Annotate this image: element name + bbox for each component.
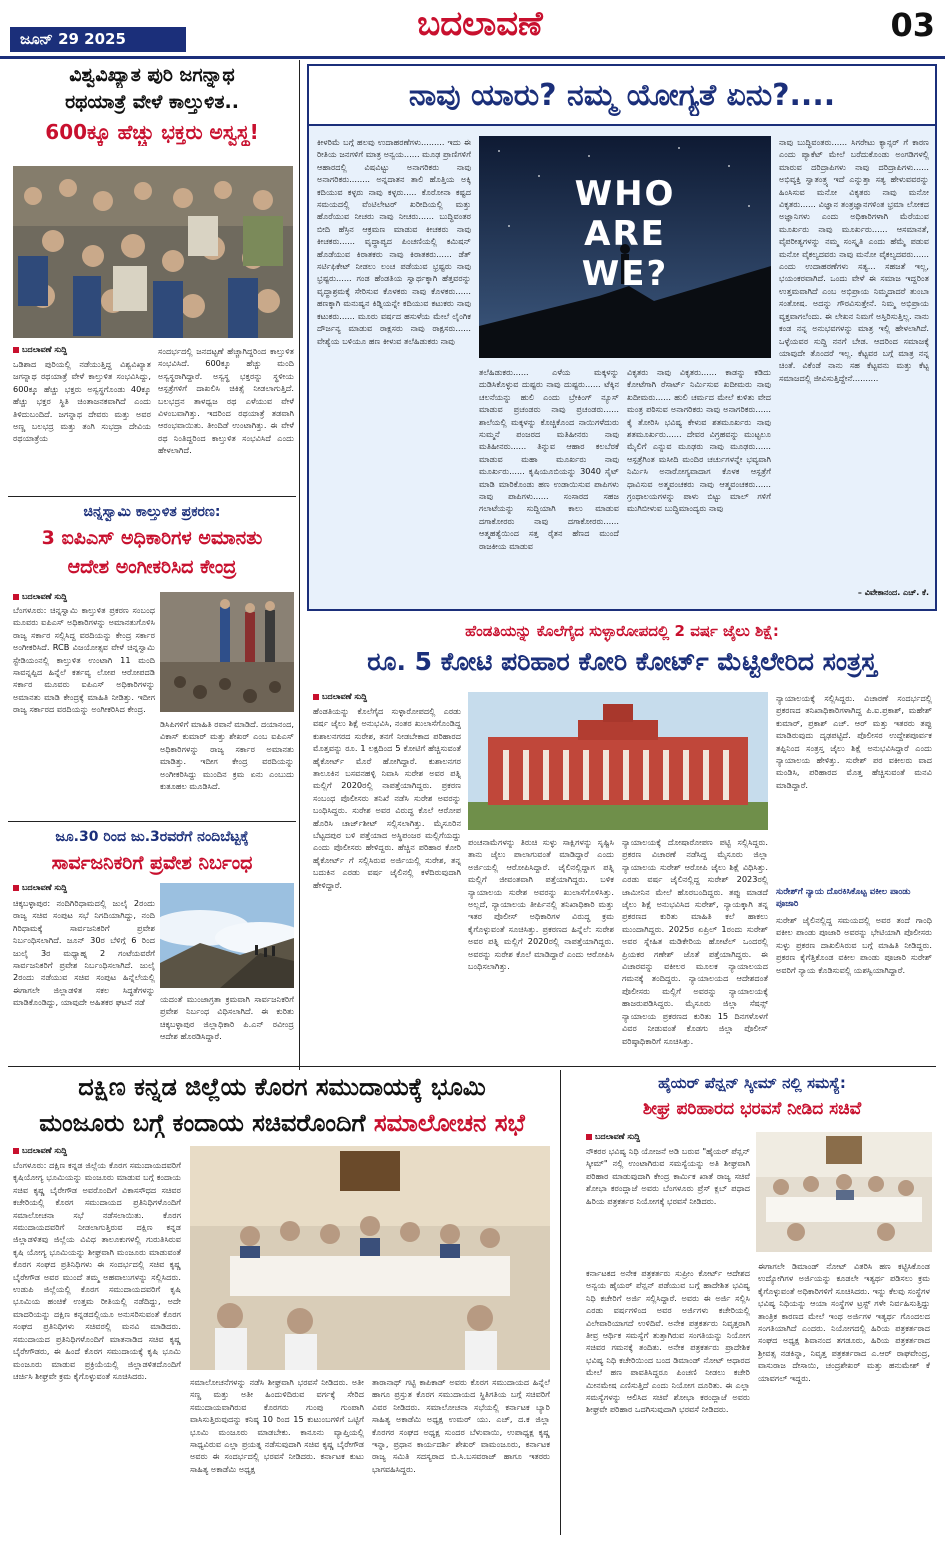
who-are-we-image (479, 136, 771, 358)
headline-line-2: ರಥಯಾತ್ರೆ ವೇಳೆ ಕಾಲ್ತುಳಿತ.. (65, 91, 239, 113)
byline: ಬದಲಾವಣೆ ಸುದ್ದಿ (586, 1132, 640, 1142)
subhead: ಸುರೇಶ್‌ಗೆ ನ್ಯಾಯ ದೊರಕಿಸಿಕೊಟ್ಟ ವಕೀಲ ಪಾಂಡು ಪೂಜಾರಿ (776, 887, 911, 909)
article-body-col-4: ನ್ಯಾಯಾಲಯಕ್ಕೆ ಸಲ್ಲಿಸಿದ್ದರು. ವಿಚಾರಣೆ ಸಂದರ್ಭದಲ್ಲಿ ಪ್ರಕರಣದ ತನಿಖಾಧಿಕಾರಿಗಳಾಗಿದ್ದ ಪಿ.ಐ.ಪ್ರಕಾಶ್, ಮಹೇಶ್ ಕುಮಾರ್, ಪ್ರಕಾಶ್ ಎಚ್. ಆರ್ ಮತ್ತು ಇತರರು ತಪ್ಪು ಮಾಡಿರುವುದು ದೃಢಪಟ್ಟಿದೆ. ಪೊಲೀಸರ ಉದ್ದೇಶಪೂರ್ವಕ ತಪ್ಪಿನಿಂದ ಸಂತ್ರಸ್ತ ಜೈಲು ಶಿಕ್ಷೆ ಅನುಭವಿಸಿದ್ದಾರೆ ಎಂದು ನ್ಯಾಯಾಲಯ ಹೇಳಿತ್ತು. ಸುರೇಶ್ ಪರ ವಕೀಲರು ವಾದ ಮಂಡಿಸಿ, ಪರಿಹಾರದ ಮೊತ್ತ ಹೆಚ್ಚಿಸುವಂತೆ ಮನವಿ ಮಾಡಿದ್ದಾರೆ. (776, 693, 932, 790)
headline-line-2: ಆದೇಶ ಅಂಗೀಕರಿಸಿದ ಕೇಂದ್ರ (67, 556, 237, 578)
issue-date: ಜೂನ್ 29 2025 (10, 27, 186, 52)
headline: ಸಾರ್ವಜನಿಕರಿಗೆ ಪ್ರವೇಶ ನಿರ್ಬಂಧ (51, 852, 253, 874)
article-body-top: ನೌಕರರ ಭವಿಷ್ಯ ನಿಧಿ ಯೋಜನೆ ಅಡಿ ಬರುವ "ಹೈಯರ್ ಪೆನ್ಷನ್ ಸ್ಕೀಮ್" ನಲ್ಲಿ ಉಂಟಾಗಿರುವ ಸಮಸ್ಯೆಯನ್ನು ಅತಿ ಶೀಘ್ರವಾಗಿ ಪರಿಹಾರ ಮಾಡುವುದಾಗಿ ಕೇಂದ್ರ ಕಾರ್ಮಿಕ ಖಾತೆ ರಾಜ್ಯ ಸಚಿವೆ ಶೋಭಾ ಕರಂದ್ಲಾಜೆ ಅವರು ಬೆಂಗಳೂರು ಪ್ರೆಸ್ ಕ್ಲಬ್ ಪಧಾದ ಹಿರಿಯ ಪತ್ರಕರ್ತರ ನಿಯೋಗಕ್ಕೆ ಭರವಸೆ ನೀಡಿದರು. (586, 1146, 750, 1206)
article-body-col-2: ಸಂದರ್ಭದಲ್ಲಿ ಜನದಟ್ಟಣೆ ಹೆಚ್ಚಾಗಿದ್ದರಿಂದ ಕಾಲ್ತುಳಿತ ಸಂಭವಿಸಿದೆ. 600ಕ್ಕೂ ಹೆಚ್ಚು ಮಂದಿ ಅಸ್ವಸ್ಥರಾಗಿದ್ದಾರೆ. ಅಸ್ವಸ್ಥ ಭಕ್ತರನ್ನು ಸ್ಥಳೀಯ ಆಸ್ಪತ್ರೆಗಳಿಗೆ ದಾಖಲಿಸಿ ಚಿಕಿತ್ಸೆ ನೀಡಲಾಗುತ್ತಿದೆ. ಬಲಭದ್ರನ ತಾಳಧ್ವಜ ರಥ ಎಳೆಯುವ ವೇಳೆ ವಿಳಂಬವಾಗಿತ್ತು. ಇದರಿಂದ ರಥಯಾತ್ರೆ ತಡವಾಗಿ ಆರಂಭವಾಯಿತು. ತೀಂದಿಡೆ ಉಂಟಾಗಿತ್ತು. ಈ ವೇಳೆ ರಥ ನಿಂತಿದ್ದರಿಂದ ಕಾಲ್ತುಳಿತ ಸಂಭವಿಸಿದೆ ಎಂದು ಹೇಳಲಾಗಿದೆ. (158, 346, 294, 456)
masthead (0, 0, 945, 58)
headline: ಶೀಘ್ರ ಪರಿಹಾರದ ಭರವಸೆ ನೀಡಿದ ಸಚಿವೆ (642, 1099, 862, 1119)
feature-header (309, 66, 935, 126)
article-body-col-4b: ಸುರೇಶ್ ಜೈಲಿನಲ್ಲಿದ್ದ ಸಮಯದಲ್ಲಿ ಅವರ ತಂದೆ ಗಾಂಧಿ ವಕೀಲ ಪಾಂಡು ಪೂಜಾರಿ ಅವರನ್ನು ಭೇಟಿಯಾಗಿ ಪೊಲೀಸರು ಸುಳ್ಳು ಪ್ರಕರಣ ದಾಖಲಿಸಿರುವ ಬಗ್ಗೆ ಮಾಹಿತಿ ನೀಡಿದ್ದರು. ಪ್ರಕರಣ ಕೈಗೆತ್ತಿಕೊಂಡ ವಕೀಲ ಪಾಂಡು ಪೂಜಾರಿ ಸುರೇಶ್ ಅವರಿಗೆ ನ್ಯಾಯ ಕೊಡಿಸುವಲ್ಲಿ ಯಶಸ್ವಿಯಾಗಿದ್ದಾರೆ. (776, 915, 932, 975)
headline-line-1: ವಿಶ್ವವಿಖ್ಯಾತ ಪುರಿ ಜಗನ್ನಾಥ (69, 64, 235, 86)
headline-line-2 (8, 1106, 556, 1140)
column-divider (299, 60, 300, 1070)
article-body-col-1: ಚಿಕ್ಕಬಳ್ಳಾಪುರ: ನಂದಿಗಿರಿಧಾಮದಲ್ಲಿ ಜುಲೈ 2ರಂದು ರಾಜ್ಯ ಸಚಿವ ಸಂಪುಟ ಸಭೆ ನಿಗದಿಯಾಗಿದ್ದು, ನಂದಿ ಗಿರಿಧಾಮಕ್ಕೆ ಸಾರ್ವಜನಿಕರಿಗೆ ಪ್ರವೇಶ ನಿರ್ಬಂಧಿಸಲಾಗಿದೆ. ಜೂನ್ 30ರ ಬೆಳಿಗ್ಗೆ 6 ರಿಂದ ಜುಲೈ 3ರ ಮಧ್ಯಾಹ್ನ 2 ಗಂಟೆಯವರೆಗೆ ಸಾರ್ವಜನಿಕರಿಗೆ ಪ್ರವೇಶ ನಿರ್ಬಂಧಿಸಲಾಗಿದೆ. ಜುಲೈ 2ರಂದು ನಡೆಯುವ ಸಚಿವ ಸಂಪುಟ ಹಿನ್ನೆಲೆಯಲ್ಲಿ ಈಗಾಗಲೇ ಜಿಲ್ಲಾಡಳಿತ ಸಕಲ ಸಿದ್ಧತೆಗಳನ್ನು ಮಾಡಿಕೊಂಡಿದ್ದು, ಯಾವುದೇ ಅಹಿತಕರ ಘಟನೆ ನಡೆ (13, 898, 155, 1008)
headline-line-2a: ಮಂಜೂರು ಬಗ್ಗೆ ಕಂದಾಯ ಸಚಿವರೊಂದಿಗೆ (39, 1109, 366, 1137)
headline-line-1: ದಕ್ಷಿಣ ಕನ್ನಡ ಜಿಲ್ಲೆಯ ಕೊರಗ ಸಮುದಾಯಕ್ಕೆ ಭೂಮಿ (78, 1073, 486, 1101)
headline-line-3: 600ಕ್ಕೂ ಹೆಚ್ಚು ಭಕ್ತರು ಅಸ್ವಸ್ಥ! (45, 120, 259, 144)
byline: ಬದಲಾವಣೆ ಸುದ್ದಿ (13, 345, 67, 355)
feature-col-2: ತಲೆಹಿಡುಕರು...... ಎಳೆಯ ಮಕ್ಕಳನ್ನು ದುಡಿಸಿಕೊಳ್ಳುವ ದುಷ್ಟರು ನಾವು ದುಷ್ಟರು...... ಟೆಕ್ಕಿನ ಚಲನೆಯನ್ನು ಹುಲಿ ಎಂದು ಬ್ರೇಕಿಂಗ್ ನ್ಯೂಸ್ ಮಾಡುವ ಪ್ರಚಂಡರು ನಾವು ಪ್ರಚಂಡರು...... ಶಾಲೆಯಲ್ಲಿ ಮಕ್ಕಳನ್ನು ಕೊಚ್ಚಿಕೊಂದ ನಾಯಿಗಳೆದುರು ಸುಮ್ಮನೆ ಪಂಜರದ ಮತಿಹೀನರು ನಾವು ಮತಿಹೀನರು...... ತಿನ್ನುವ ಆಹಾರ ಕಲಬೆರಕೆ ಮಾಡುವ ಮಹಾ ಮೂರ್ಖರು ನಾವು ಮೂರ್ಖರು...... ಕೃಷಿಯೂಬಿಯನ್ನು 3040 ಸೈಟ್ ಮಾಡಿ ಮಾರಿಕೊಂಡು ಹಣ ಉಡಾಯಿಸುವ ಪಾಪಿಗಳು ನಾವು ಪಾಪಿಗಳು...... ಸಂಸಾರದ ಸಹಜ ಗಲಾಟೆಯನ್ನು ಸುದ್ದಿಯಾಗಿ ಕಾಲು ಮಾಡುವ ದಗಾಕೋರರು ನಾವು ದಗಾಕೋರರು...... ಆತ್ಮಹತ್ಯೆಯಿಂದ ಸತ್ತ ರೈತನ ಹೆಣದ ಮುಂದೆ ರಾಜಕೀಯ ಮಾಡುವ (479, 367, 619, 551)
feature-who-are-we (307, 64, 937, 611)
byline: ಬದಲಾವಣೆ ಸುದ್ದಿ (13, 592, 67, 602)
column-divider (560, 1070, 561, 1535)
article-nandi-hills (8, 825, 296, 1063)
paper-name: ಬದಲಾವಣೆ (417, 4, 543, 44)
crowd-photo (13, 166, 293, 338)
headline-line-1: 3 ಐಪಿಎಸ್ ಅಧಿಕಾರಿಗಳ ಅಮಾನತು (41, 527, 263, 549)
article-body-col-2: ಡಿಸಿಪಿಗಳಿಗೆ ಮಾಹಿತಿ ರವಾನೆ ಮಾಡಿದೆ. ದಯಾನಂದ, ವಿಕಾಸ್ ಕುಮಾರ್ ಮತ್ತು ಶೇಖರ್ ಎಂಬ ಐಪಿಎಸ್ ಅಧಿಕಾರಿಗಳನ್ನು ರಾಜ್ಯ ಸರ್ಕಾರ ಅಮಾನತು ಮಾಡಿತ್ತು. ಇದೀಗ ಕೇಂದ್ರ ವರದಿಯನ್ನು ಅಂಗೀಕರಿಸಿದ್ದು ಮುಂದಿನ ಕ್ರಮ ಏನು ಎಂಬುದು ಕುತೂಹಲ ಮೂಡಿಸಿದೆ. (160, 719, 294, 792)
article-higher-pension (566, 1070, 938, 1538)
article-body-col-2: ಈಗಾಗಲೇ ಡಿಮಾಂಡ್ ನೋಟ್ ವಿತರಿಸಿ ಹಣ ಕಟ್ಟಿಸಿಕೊಂಡ ಉದ್ಯೋಗಿಗಳ ಅರ್ಜಿಯನ್ನು ಕೂಡಲೇ ಇತ್ಯರ್ಥ ಪಡಿಸಲು ಕ್ರಮ ಕೈಗೊಳ್ಳುವಂತೆ ಅಧಿಕಾರಿಗಳಿಗೆ ಸೂಚಿಸಿದರು. ಇನ್ನು ಕೆಲವು ಸಂಸ್ಥೆಗಳ ಭವಿಷ್ಯ ನಿಧಿಯನ್ನು ಆಯಾ ಸಂಸ್ಥೆಗಳ ಟ್ರಸ್ಟ್ ಗಳೇ ನಿರ್ವಹಿಸುತ್ತಿದ್ದು ತಾಂತ್ರಿಕ ಕಾರಣದ ಮೇಲೆ ಇಂಥ ಅರ್ಜಿಗಳ ಇತ್ಯರ್ಥ ಗೊಂದಲದ ಸಂಗತಿಯಾಗಿದೆ ಎಂದರು. ನಿಯೋಗದಲ್ಲಿ ಹಿರಿಯ ಪತ್ರಕರ್ತರಾದ ಸಂಘದ ಅಧ್ಯಕ್ಷ ಶಿವಾನಂದ ತಗಡೂರು, ಹಿರಿಯ ಪತ್ರಕರ್ತರಾದ ಶ್ರೀವತ್ಸ ನಡಕಿನ್ನಾ, ನಿವೃತ್ತ ಪತ್ರಕರ್ತರಾದ ಎ.ಆರ್ ರಾಘವೇಂದ್ರ, ವಾಸುರಾಜ ದೇಸಾಯಿ, ಚಂದ್ರಶೇಖರ್ ಮತ್ತು ಹನುಮೇಶ್ ಕೆ ಯಾವಗಲ್ ಇದ್ದರು. (758, 1261, 930, 1383)
article-body-col-1: ಹೆಂಡತಿಯನ್ನು ಕೊಲೆಗೈದ ಸುಳ್ಳಾರೋಪದಲ್ಲಿ ಎರಡು ವರ್ಷ ಜೈಲು ಶಿಕ್ಷೆ ಅನುಭವಿಸಿ, ನಂತರ ಖುಲಾಸೆಗೊಂಡಿದ್ದ ಕುಶಾಲನಗರದ ಸುರೇಶ, ತನಗೆ ನೀಡಬೇಕಾದ ಪರಿಹಾರದ ಮೊತ್ತವನ್ನು ರೂ. 1 ಲಕ್ಷದಿಂದ 5 ಕೋಟಿಗೆ ಹೆಚ್ಚಿಸುವಂತೆ ಹೈಕೋರ್ಟ್ ಮೊರೆ ಹೋಗಿದ್ದಾರೆ. ಕುಶಾಲನಗರ ತಾಲೂಕಿನ ಬಸವನಹಳ್ಳಿ ನಿವಾಸಿ ಸುರೇಶ ಅವರ ಪತ್ನಿ ಮಲ್ಲಿಗೆ 2020ರಲ್ಲಿ ನಾಪತ್ತೆಯಾಗಿದ್ದರು. ಪ್ರಕರಣ ಸಂಬಂಧ ಪೊಲೀಸರು ತನಿಖೆ ನಡೆಸಿ ಸುರೇಶ ಅವರನ್ನು ಬಂಧಿಸಿದ್ದರು. ಸುರೇಶ ಅವರ ವಿರುದ್ಧ ಕೊಲೆ ಆರೋಪ ಹೊರಿಸಿ ಚಾರ್ಜ್‌ಶೀಟ್ ಸಲ್ಲಿಸಲಾಗಿತ್ತು. ಮೈಸೂರಿನ ಬೆಟ್ಟದಪುರ ಬಳಿ ಪತ್ತೆಯಾದ ಅಸ್ಥಿಪಂಜರ ಮಲ್ಲಿಗೆಯದ್ದು ಎಂದು ಪೊಲೀಸರು ಹೇಳಿದ್ದರು. ಹೆಚ್ಚಿನ ಪರಿಹಾರ ಕೋರಿ ಹೈಕೋರ್ಟ್ ಗೆ ಸಲ್ಲಿಸಿರುವ ಅರ್ಜಿಯಲ್ಲಿ ಸುರೇಶ, ತನ್ನ ಬದುಕಿನ ಎರಡು ವರ್ಷ ಜೈಲಿನಲ್ಲಿ ಕಳೆದಿರುವುದಾಗಿ ಹೇಳಿದ್ದಾರೆ. (313, 706, 461, 890)
image-caption: WHO ARE WE? (574, 174, 676, 294)
article-compensation-case (305, 620, 939, 1064)
kicker: ಹೈಯರ್ ಪೆನ್ಷನ್ ಸ್ಕೀಮ್ ನಲ್ಲಿ ಸಮಸ್ಯೆ: (658, 1074, 846, 1092)
page-number: 03 (890, 6, 935, 44)
article-body-col-2: ಪಂಚನಾಮೆಗಳನ್ನು ತಿರುಚಿ ಸುಳ್ಳು ಸಾಕ್ಷಿಗಳನ್ನು ಸೃಷ್ಟಿಸಿ ತಾನು ಜೈಲು ಪಾಲಾಗುವಂತೆ ಮಾಡಿದ್ದಾರೆ ಎಂದು ಅರ್ಜಿಯಲ್ಲಿ ಆರೋಪಿಸಿದ್ದಾರೆ. ಜೈಲಿನಲ್ಲಿದ್ದಾಗ ಪತ್ನಿ ಮಲ್ಲಿಗೆ ಜೀವಂತವಾಗಿ ಪತ್ತೆಯಾಗಿದ್ದರು. ಬಳಿಕ ನ್ಯಾಯಾಲಯ ಸುರೇಶ ಅವರನ್ನು ಖುಲಾಸೆಗೊಳಿಸಿತ್ತು. ಅಲ್ಲದೆ, ನ್ಯಾಯಾಲಯ ತೀರ್ಪಿನಲ್ಲಿ ತನಿಖಾಧಿಕಾರಿ ಮತ್ತು ಇತರ ಪೊಲೀಸ್ ಅಧಿಕಾರಿಗಳ ವಿರುದ್ಧ ಕ್ರಮ ಕೈಗೊಳ್ಳುವಂತೆ ಸೂಚಿಸಿತ್ತು. ಪ್ರಕರಣದ ಹಿನ್ನೆಲೆ: ಸುರೇಶ ಅವರ ಪತ್ನಿ ಮಲ್ಲಿಗೆ 2020ರಲ್ಲಿ ನಾಪತ್ತೆಯಾಗಿದ್ದರು. ಅವರನ್ನು ಸುರೇಶ ಕೊಲೆ ಮಾಡಿದ್ದಾರೆ ಎಂದು ಆರೋಪಿಸಿ ಬಂಧಿಸಲಾಗಿತ್ತು. (468, 837, 614, 972)
section-divider (8, 821, 296, 822)
byline: ಬದಲಾವಣೆ ಸುದ್ದಿ (313, 692, 367, 702)
meeting-photo (190, 1146, 550, 1370)
stadium-photo (160, 592, 294, 712)
court-photo (468, 692, 768, 830)
article-body-col-1: ಬೆಂಗಳೂರು: ದಕ್ಷಿಣ ಕನ್ನಡ ಜಿಲ್ಲೆಯ ಕೊರಗ ಸಮುದಾಯದವರಿಗೆ ಕೃಷಿಯೋಗ್ಯ ಭೂಮಿಯನ್ನು ಮಂಜೂರು ಮಾಡುವ ಬಗ್ಗೆ ಕಂದಾಯ ಸಚಿವ ಕೃಷ್ಣ ಬೈರೇಗೌಡ ಅವರೊಂದಿಗೆ ವಿಕಾಸಸೌಧದ ಸಚಿವರ ಕಚೇರಿಯಲ್ಲಿ ಕೊರಗ ಸಮುದಾಯದ ಪ್ರತಿನಿಧಿಗಳೊಂದಿಗೆ ಸಮಾಲೋಚನಾ ಸಭೆ ನಡೆಸಲಾಯಿತು. ಕೊರಗ ಸಮುದಾಯದವರಿಗೆ ನೀಡಲಾಗುತ್ತಿರುವ ದಕ್ಷಿಣ ಕನ್ನಡ ಜಿಲ್ಲಾಡಳಿತವು ಜಿಲ್ಲೆಯ ವಿವಿಧ ತಾಲೂಕುಗಳಲ್ಲಿ ಗುರುತಿಸಿರುವ ಕೃಷಿ ಯೋಗ್ಯ ಭೂಮಿಯನ್ನು ಶೀಘ್ರವಾಗಿ ಮಂಜೂರು ಮಾಡುವಂತೆ ಕೊರಗ ಸಂಘದ ಪ್ರತಿನಿಧಿಗಳು ಈ ಸಂದರ್ಭದಲ್ಲಿ ಸಚಿವ ಕೃಷ್ಣ ಬೈರೇಗೌಡ ಅವರ ಮುಂದೆ ತಮ್ಮ ಅಹವಾಲುಗಳನ್ನು ಸಲ್ಲಿಸಿದರು. ಉಡುಪಿ ಜಿಲ್ಲೆಯಲ್ಲಿ ಕೊರಗ ಸಮುದಾಯದವರಿಗೆ ಕೃಷಿ ಭೂಮಿಯ ಹಂಚಿಕೆ ಉತ್ತಮ ರೀತಿಯಲ್ಲಿ ನಡೆದಿದ್ದು, ಅದೇ ಮಾದರಿಯನ್ನು ದಕ್ಷಿಣ ಕನ್ನಡದಲ್ಲಿಯೂ ಅನುಸರಿಸುವಂತೆ ಕೊರಗ ಸಂಘದ ಪ್ರತಿನಿಧಿಗಳು ಸಚಿವರಲ್ಲಿ ಮನವಿ ಮಾಡಿದರು. ಸಮುದಾಯದ ಪ್ರತಿನಿಧಿಗಳೊಂದಿಗೆ ಮಾತನಾಡಿದ ಸಚಿವ ಕೃಷ್ಣ ಬೈರೇಗೌಡರು, ಈ ಹಿಂದೆ ಕೊರಗ ಸಮುದಾಯಕ್ಕೆ ಕೃಷಿ ಭೂಮಿ ಮಂಜೂರು ಮಾಡುವ ಪ್ರಕ್ರಿಯೆಯಲ್ಲಿ ಜಿಲ್ಲಾಡಳಿತದೊಂದಿಗೆ ಚರ್ಚಿಸಿ ಶೀಘ್ರವೇ ಕ್ರಮ ಕೈಗೊಳ್ಳುವಂತೆ ಸೂಚಿಸಿದರು. (13, 1160, 181, 1381)
kicker: ಚಿನ್ನಸ್ವಾಮಿ ಕಾಲ್ತುಳಿತ ಪ್ರಕರಣ: (83, 504, 221, 520)
hills-photo (160, 883, 294, 988)
article-koraga-land (8, 1070, 556, 1538)
masthead-rule (0, 56, 945, 59)
article-puri-stampede (8, 62, 296, 494)
headline: ರೂ. 5 ಕೋಟಿ ಪರಿಹಾರ ಕೋರಿ ಕೋರ್ಟ್ ಮೆಟ್ಟಿಲೇರಿದ ಸಂತ್ರಸ್ತ (367, 647, 877, 676)
author-signature: – ವಿವೇಕಾನಂದ. ಎಚ್. ಕೆ. (857, 588, 929, 597)
article-body-col-2: ಸಮಾಲೋಚನೆಗಳನ್ನು ನಡೆಸಿ ಶೀಘ್ರವಾಗಿ ಭರವಸೆ ನೀಡಿದರು. ಅತೀ ಸಣ್ಣ ಮತ್ತು ಅತೀ ಹಿಂದುಳಿದಿರುವ ವರ್ಗಕ್ಕೆ ಸೇರಿದ ಸಮುದಾಯವಾಗಿರುವ ಕೊರಗರು ಗುಂಪು ಗುಂಪಾಗಿ ವಾಸಿಸುತ್ತಿರುವುದನ್ನು ಕನಿಷ್ಠ 10 ರಿಂದ 15 ಕುಟುಂಬಗಳಿಗೆ ಒಟ್ಟಿಗೆ ಭೂಮಿ ಮಂಜೂರು ಮಾಡಬೇಕು. ಕಾನೂನು ವ್ಯಾಪ್ತಿಯಲ್ಲಿ ಸಾಧ್ಯವಿರುವ ಎಲ್ಲಾ ಪ್ರಯತ್ನ ನಡೆಸುವುದಾಗಿ ಸಚಿವ ಕೃಷ್ಣ ಬೈರೇಗೌಡ ಅವರು ಈ ಸಂದರ್ಭದಲ್ಲಿ ಭರವಸೆ ನೀಡಿದರು. ಕರ್ನಾಟಕ ಕುಟು ಸಾಹಿತ್ಯ ಅಕಾಡೆಮಿ ಅಧ್ಯಕ್ಷ (190, 1377, 364, 1474)
article-body-col-2: ಯದಂತೆ ಮುಂಜಾಗ್ರತಾ ಕ್ರಮವಾಗಿ ಸಾರ್ವಜನಿಕರಿಗೆ ಪ್ರವೇಶ ನಿರ್ಬಂಧ ವಿಧಿಸಲಾಗಿದೆ. ಈ ಕುರಿತು ಚಿಕ್ಕಬಳ್ಳಾಪುರ ಜಿಲ್ಲಾಧಿಕಾರಿ ಪಿ.ಎನ್ ರವೀಂದ್ರ ಆದೇಶ ಹೊರಡಿಸಿದ್ದಾರೆ. (160, 994, 294, 1042)
article-body-col-1: ಒಡಿಶಾದ ಪುರಿಯಲ್ಲಿ ನಡೆಯುತ್ತಿದ್ದ ವಿಶ್ವವಿಖ್ಯಾತ ಜಗನ್ನಾಥ ರಥಯಾತ್ರೆ ವೇಳೆ ಕಾಲ್ತುಳಿತ ಸಂಭವಿಸಿದ್ದು, 600ಕ್ಕೂ ಹೆಚ್ಚು ಭಕ್ತರು ಅಸ್ವಸ್ಥಗೊಂಡು 40ಕ್ಕೂ ಹೆಚ್ಚು ಭಕ್ತರ ಸ್ಥಿತಿ ಚಿಂತಾಜನಕವಾಗಿದೆ ಎಂದು ತಿಳಿದುಬಂದಿದೆ. ಜಗನ್ನಾಥ ದೇವರು ಮತ್ತು ಅವರ ಅಣ್ಣ ಬಲಭದ್ರ ಮತ್ತು ತಂಗಿ ಸುಭದ್ರಾ ದೇವಿಯ ರಥಯಾತ್ರೆಯ (13, 359, 151, 444)
article-body-col-1: ಕರ್ನಾಟಕದ ಅನೇಕ ಪತ್ರಕರ್ತರು ಸುಪ್ರೀಂ ಕೋರ್ಟ್ ಆದೇಶದ ಅನ್ವಯ ಹೈಯರ್ ಪೆನ್ಷನ್ ಪಡೆಯುವ ಬಗ್ಗೆ ಹಾದೇಶಿತ ಭವಿಷ್ಯ ನಿಧಿ ಕಚೇರಿಗೆ ಅರ್ಜಿ ಸಲ್ಲಿಸಿದ್ದಾರೆ. ಅವರು ಈ ಅರ್ಜಿ ಸಲ್ಲಿಸಿ ಎರಡು ವರ್ಷಗಳಿಂದ ಅವರ ಅರ್ಜಿಗಳು ಕಚೇರಿಯಲ್ಲಿ ವಿಲೇವಾರಿಯಾಗದೆ ಉಳಿದಿವೆ. ಅನೇಕ ಪತ್ರಕರ್ತರು ನಿವೃತ್ತರಾಗಿ ತೀವ್ರ ಆರ್ಥಿಕ ಸಮಸ್ಯೆಗೆ ತುತ್ತಾಗಿರುವ ಸಂಗತಿಯನ್ನು ನಿಯೋಗ ಸಚಿವರ ಗಮನಕ್ಕೆ ತಂದಿತು. ಅನೇಕ ಪತ್ರಕರ್ತರು ಪ್ರಾದೇಶಿಕ ಭವಿಷ್ಯ ನಿಧಿ ಕಚೇರಿಯಿಂದ ಬಂದ ಡಿಮಾಂಡ್ ನೋಟ್ ಆಧಾರದ ಮೇಲೆ ಹಣ ಪಾವತಿಸಿದ್ದರೂ ಪಿಂಚಣಿ ನೀಡಲು ಕಚೇರಿ ಮೀನಮೇಷ ಎಣಿಸುತ್ತಿದೆ ಎಂದು ನಿಯೋಗ ದೂರಿತು. ಈ ಎಲ್ಲಾ ಸಮಸ್ಯೆಗಳನ್ನು ಆಲಿಸಿದ ಸಚಿವೆ ಶೋಭಾ ಕರಂದ್ಲಾಜೆ ಅವರು ಶೀಘ್ರವೇ ಪರಿಹಾರ ಒದಗಿಸುವುದಾಗಿ ಭರವಸೆ ನೀಡಿದರು. (586, 1268, 750, 1415)
feature-col-1: ಕೀಳರಿಮೆ ಬಗ್ಗೆ ಹಲವು ಉದಾಹರಣೆಗಳು......... ಇದು ಈ ರೀತಿಯ ಜನಗಳಿಗೆ ಮಾತ್ರ ಅನ್ವಯ...... ಮೂಢ ಪ್ರಾಣಿಗಳಿಗೆ ಆಹಾರದಲ್ಲಿ ವಿಷವಿಟ್ಟು ಅನಾಗರಿಕರು ನಾವು ಅನಾಗರಿಕರು........ ಅನ್ನದಾತನ ತಾಲಿ ಹೊತ್ತಿಯ ಅಕ್ಕಿ ಕದಿಯುವ ಕಳ್ಳರು ನಾವು ಕಳ್ಳರು..... ಕೊರೋನಾ ಕಷ್ಟದ ಸಮಯದಲ್ಲಿ ವೆಂಟಿಲೇಟರ್ ಖರೀದಿಯಲ್ಲಿ ಮತ್ತು ಹೊರೆಯುವ ನೀಚರು ನಾವು ನೀಚರು...... ಬುದ್ಧಿವಂತರ ಬೀದಿ ಹೆಸ್ರಿನ ಆಕ್ರಮಣ ಮಾಡುವ ಕೀಚಕರು ನಾವು ಕೀಚಕರು...... ವೃದ್ಧಾಪ್ಯದ ಪಿಂಚಣಿಯಲ್ಲಿ ಕಮಿಷನ್ ಹೊಡೆಯುವ ಕಿರಾತಕರು ನಾವು ಕಿರಾತಕರು...... ಡೆತ್ ಸರ್ಟಿಫಿಕೇಟ್ ನೀಡಲು ಲಂಚ ಪಡೆಯುವ ಭ್ರಷ್ಟರು ನಾವು ಭ್ರಷ್ಟರು...... ಗಂಡ ಹೆಂಡತಿಯ ಸ್ವಾರ್ಥಕ್ಕಾಗಿ ಹೆತ್ತವರನ್ನು ವೃದ್ಧಾಶ್ರಮಕ್ಕೆ ಸೇರಿಸುವ ಕೊಳಕರು ನಾವು ಕೊಳಕರು...... ಹಣಕ್ಕಾಗಿ ಮನುಷ್ಯನ ಕಿಡ್ನಿಯನ್ನೇ ಕದಿಯುವ ಕಟುಕರು ನಾವು ಕಟುಕರು...... ಮೂರು ವರ್ಷದ ಹಸುಳೆಯ ಮೇಲೆ ಲೈಂಗಿಕ ದೌರ್ಜನ್ಯ ಮಾಡುವ ರಾಕ್ಷಸರು ನಾವು ರಾಕ್ಷಸರು...... ವೇಶ್ಯೆಯ ಬಳಿಯೂ ಹಣ ಕೀಳುವ ತಲೆಹಿಡುಕರು ನಾವು (317, 137, 471, 346)
feature-headline: ನಾವು ಯಾರು? ನಮ್ಮ ಯೋಗ್ಯತೆ ಏನು?.... (408, 78, 836, 113)
article-body-col-1: ಬೆಂಗಳೂರು: ಚಿನ್ನಸ್ವಾಮಿ ಕಾಲ್ತುಳಿತ ಪ್ರಕರಣ ಸಂಬಂಧ ಮೂವರು ಐಪಿಎಸ್ ಅಧಿಕಾರಿಗಳನ್ನು ಅಮಾನತುಗೊಳಿಸಿ ರಾಜ್ಯ ಸರ್ಕಾರ ಸಲ್ಲಿಸಿದ್ದ ವರದಿಯನ್ನು ಕೇಂದ್ರ ಸರ್ಕಾರ ಅಂಗೀಕರಿಸಿದೆ. RCB ವಿಜಯೋತ್ಸವ ವೇಳೆ ಚಿನ್ನಸ್ವಾಮಿ ಸ್ಟೇಡಿಯಂನಲ್ಲಿ ಕಾಲ್ತುಳಿತ ಉಂಟಾಗಿ 11 ಮಂದಿ ಸಾವನ್ನಪ್ಪಿದ ಹಿನ್ನೆಲೆ ಕರ್ತವ್ಯ ಲೋಪ ಆರೋಪದಡಿ ಸರ್ಕಾರ ಮೂವರು ಐಪಿಎಸ್ ಅಧಿಕಾರಿಗಳನ್ನು ಅಮಾನತು ಮಾಡಿ ಕೇಂದ್ರಕ್ಕೆ ಮಾಹಿತಿ ನೀಡಿತ್ತು. ಇದೀಗ ರಾಜ್ಯ ಸರ್ಕಾರದ ವರದಿಯನ್ನು ಅಂಗೀಕರಿಸಿದ ಕೇಂದ್ರ. (13, 605, 155, 715)
byline: ಬದಲಾವಣೆ ಸುದ್ದಿ (13, 883, 67, 893)
article-ips-suspension (8, 500, 296, 818)
section-divider (8, 1066, 936, 1067)
article-body-col-3: ನ್ಯಾಯಾಲಯಕ್ಕೆ ದೋಷಾರೋಪಣ ಪಟ್ಟಿ ಸಲ್ಲಿಸಿದ್ದರು. ಪ್ರಕರಣ ವಿಚಾರಣೆ ನಡೆಸಿದ್ದ ಮೈಸೂರು ಜಿಲ್ಲಾ ನ್ಯಾಯಾಲಯ ಸುರೇಶ್ ಆರೋಪಿ ಜೈಲು ಶಿಕ್ಷೆ ವಿಧಿಸಿತ್ತು. ಎರಡು ವರ್ಷ ಜೈಲಿನಲ್ಲಿದ್ದ ಸುರೇಶ್ 2023ರಲ್ಲಿ ಜಾಮೀನಿನ ಮೇಲೆ ಹೊರಬಂದಿದ್ದರು. ತಪ್ಪು ಮಾಡದೆ ಜೈಲು ಶಿಕ್ಷೆ ಅನುಭವಿಸಿದ ಸುರೇಶ್, ನ್ಯಾಯಕ್ಕಾಗಿ ತನ್ನ ಪ್ರಕರಣದ ಕುರಿತು ಮಾಹಿತಿ ಕಲೆ ಹಾಕಲು ಮುಂದಾಗಿದ್ದರು. 2025ರ ಏಪ್ರಿಲ್ 1ರಂದು ಸುರೇಶ್ ಅವರ ಸ್ನೇಹಿತ ಮಡಿಕೇರಿಯ ಹೋಟೆಲ್ ಒಂದರಲ್ಲಿ ಪ್ರಿಯಕರ ಗಣೇಶ್ ಜೊತೆ ಪತ್ತೆಯಾಗಿದ್ದರು. ಈ ವಿಚಾರವನ್ನು ವಕೀಲರ ಮೂಲಕ ನ್ಯಾಯಾಲಯದ ಗಮನಕ್ಕೆ ತಂದಿದ್ದರು. ನ್ಯಾಯಾಲಯದ ಆದೇಶದಂತೆ ಪೊಲೀಸರು ಮಲ್ಲಿಗೆ ಅವರನ್ನು ನ್ಯಾಯಾಲಯಕ್ಕೆ ಹಾಜರುಪಡಿಸಿದ್ದರು. ಮೈಸೂರು ಜಿಲ್ಲಾ ಸೆಷನ್ಸ್ ನ್ಯಾಯಾಲಯ ಪ್ರಕರಣದ ಕುರಿತು 15 ದಿನಗಳೊಳಗೆ ವಿವರ ನೀಡುವಂತೆ ಕೊಡಗು ಜಿಲ್ಲಾ ಪೊಲೀಸ್ ವರಿಷ್ಠಾಧಿಕಾರಿಗೆ ಸೂಚಿಸಿತ್ತು. (622, 837, 768, 1046)
headline-line-2b: ಸಮಾಲೋಚನ ಸಭೆ (373, 1109, 525, 1137)
feature-col-3: ವಿಕೃತರು ನಾವು ವಿಕೃತರು...... ಕಾಡನ್ನು ಕಡಿದು ಕೋಟೆಗಾಗಿ ರೆಸಾರ್ಟ್ ನಿರ್ಮಿಸುವ ಖದೀಮರು ನಾವು ಖದೀಮರು...... ಹುಲಿ ಚರ್ಮದ ಮೇಲೆ ಕುಳಿತು ವೇದ ಮಂತ್ರ ಪಠಿಸುವ ಅನಾಗರಿಕರು ನಾವು ಅನಾಗರಿಕರು...... ಕೈ ತೋರಿಸಿ ಭವಿಷ್ಯ ಕೇಳುವ ಶತಮೂರ್ಖರು ನಾವು ಶತಮೂರ್ಖರು...... ದೇವರ ವಿಗ್ರಹವನ್ನು ಮುಟ್ಟಲೂ ಮೈಲಿಗೆ ಎನ್ನುವ ಮೂಢರು ನಾವು ಮೂಢರು...... ಆಸ್ಪತ್ರೆಗಿಂತ ಮಸೀದಿ ಮಂದಿರ ಚರ್ಚುಗಳನ್ನೇ ಭವ್ಯವಾಗಿ ನಿರ್ಮಿಸಿ ಅನಾರೋಗ್ಯವಾದಾಗ ಕೊಳಕ ಆಸ್ಪತ್ರೆಗೆ ಧಾವಿಸುವ ಅತ್ಮವಂಚಕರು ನಾವು ಆತ್ಮವಂಚಕರು...... ಗ್ರಂಥಾಲಯಗಳನ್ನು ಪಾಳು ಬಿಟ್ಟು ಮಾಲ್ ಗಳಿಗೆ ಮುಗಿಬೀಳುವ ಬುದ್ಧಿಮಾಂದ್ಯರು ನಾವು (627, 367, 771, 514)
section-divider (8, 496, 296, 497)
kicker: ಹೆಂಡತಿಯನ್ನು ಕೊಲೆಗೈದ ಸುಳ್ಳಾರೋಪದಲ್ಲಿ 2 ವರ್ಷ ಜೈಲು ಶಿಕ್ಷೆ: (465, 622, 779, 640)
byline: ಬದಲಾವಣೆ ಸುದ್ದಿ (13, 1146, 67, 1156)
feature-col-4: ನಾವು ಬುದ್ಧಿವಂತರು...... ಸಿಗರೇಟು ಕ್ಯಾನ್ಸರ್ ಗೆ ಕಾರಣ ಎಂದು ಪ್ಯಾಕೆಟ್ ಮೇಲೆ ಬರೆದುಕೊಂಡು ಅಂಗಡಿಗಳಲ್ಲಿ ಮಾರುವ ದರಿದ್ರಾಪಿಗಳು ನಾವು ದರಿದ್ರಾಪಿಗಳು...... ಅಭಿವ್ಯಕ್ತಿ ಸ್ವಾತಂತ್ರ್ಯ ಇದೆ ಎನ್ನುತ್ತಾ ಸತ್ಯ ಹೇಳುವವರನ್ನು ಹಿಂಸಿಸುವ ಮನೋ ವಿಕೃತರು ನಾವು ಮನೋ ವಿಕೃತರು...... ವಿಜ್ಞಾನ ತಂತ್ರಜ್ಞಾನಗಳಿಂತ ಭ್ರಮಾ ಲೋಕದ ಅಜ್ಞಾನಿಗಳು ಎಂದು ಅಧಿಕಾರಿಗಳಾಗಿ ಮೆರೆಯುವ ಮೂರ್ಖರು ನಾವು ಮೂರ್ಖರು...... ಆಸಮಾನತೆ, ವೈಪರೀತ್ಯಗಳನ್ನು ನಮ್ಮ ಸಂಸ್ಕೃತಿ ಎಂದು ಹೆಮ್ಮೆ ಪಡುವ ಮನೋ ವೈಕಲ್ಯದವರು ನಾವು ಮನೋ ವೈಕಲ್ಯದವರು...... ಎಂದು ಉದಾಹರಣೆಗಳು ಸತ್ಯ... ಸಹಜತೆ ಇಲ್ಲ, ಭಯಂಕರವಾಗಿದೆ. ಒಂದು ವೇಳೆ ಈ ಸಮಾಜ ಇದ್ದರಿಂತ ಉತ್ತಮವಾಗಿದೆ ಎಂಬ ಅಭಿಪ್ರಾಯ ನಿಮ್ಮದಾದರೆ ತುಂಬಾ ಸಂತೋಷ. ಅದನ್ನು ಗೌರವಿಸುತ್ತೇನೆ. ನಿಮ್ಮ ಅಭಿಪ್ರಾಯ ವ್ಯಕ್ತವಾಗಲೆಂದು. ಈ ಲೇಖನ ನಿಮಗೆ ಅಸ್ತಿರಿಸುತ್ತಿಲ್ಲ. ನಾನು ಕಂಡ ನನ್ನ ಅನುಭವಗಳನ್ನು ಮಾತ್ರ ಇಲ್ಲಿ ಹೇಳಲಾಗಿದೆ. ಒಳ್ಳೆಯವರ ಸುದ್ದಿ ನನಗೆ ಬೇಡ. ಆದರಿಂದ ಸಮಾಜಕ್ಕೆ ಯಾವುದೇ ತೊಂದರೆ ಇಲ್ಲ. ಕೆಟ್ಟವರ ಬಗ್ಗೆ ಮಾತ್ರ ನನ್ನ ಚಿಂತೆ. ವಿಕೆಂಡೆ ನಾನು ಸಹ ಕೆಟ್ಟವನು ಮತ್ತು ಕೆಟ್ಟ ಸಮಾಜದಲ್ಲಿ ಜೀವಿಸುತ್ತಿದ್ದೇನೆ.......... (779, 137, 929, 383)
minister-meeting-photo (756, 1132, 932, 1252)
article-body-col-3: ತಾರಾನಾಥ್ ಗಟ್ಟಿ ಕಾಪಿಕಾಡ್ ಅವರು ಕೊರಗ ಸಮುದಾಯದ ಹಿನ್ನೆಲೆ ಹಾಗೂ ಪ್ರಸ್ತುತ ಕೊರಗ ಸಮುದಾಯದ ಸ್ಥಿತಿಗತಿಯ ಬಗ್ಗೆ ಸಚಿವರಿಗೆ ವಿವರ ನೀಡಿದರು. ಸಮಾಲೋಚನಾ ಸಭೆಯಲ್ಲಿ ಕರ್ನಾಟಕ ಬ್ಯಾರಿ ಸಾಹಿತ್ಯ ಅಕಾಡೆಮಿ ಅಧ್ಯಕ್ಷ ಉಮರ್ ಯು. ಎಚ್, ದ.ಕ ಜಿಲ್ಲಾ ಕೊರಗರ ಸಂಘದ ಅಧ್ಯಕ್ಷ ಸುಂದರ ಬೆಳುವಾಯಿ, ಉಪಾಧ್ಯಕ್ಷ ಕೃಷ್ಣ ಇನ್ನಾ, ಪ್ರಧಾನ ಕಾರ್ಯದರ್ಶಿ ಶೇಖರ್ ವಾಮಂಜೂರು, ಕರ್ನಾಟಕ ರಾಜ್ಯ ಸಮಿತಿ ಸದಸ್ಯರಾದ ಬಿ.ಸಿ.ಬಸವರಾಜ್ ಹಾಗೂ ಇತರರು ಭಾಗವಹಿಸಿದ್ದರು. (372, 1377, 550, 1474)
kicker: ಜೂ.30 ರಿಂದ ಜು.3ರವರೆಗೆ ನಂದಿಬೆಟ್ಟಕ್ಕೆ (55, 829, 249, 845)
